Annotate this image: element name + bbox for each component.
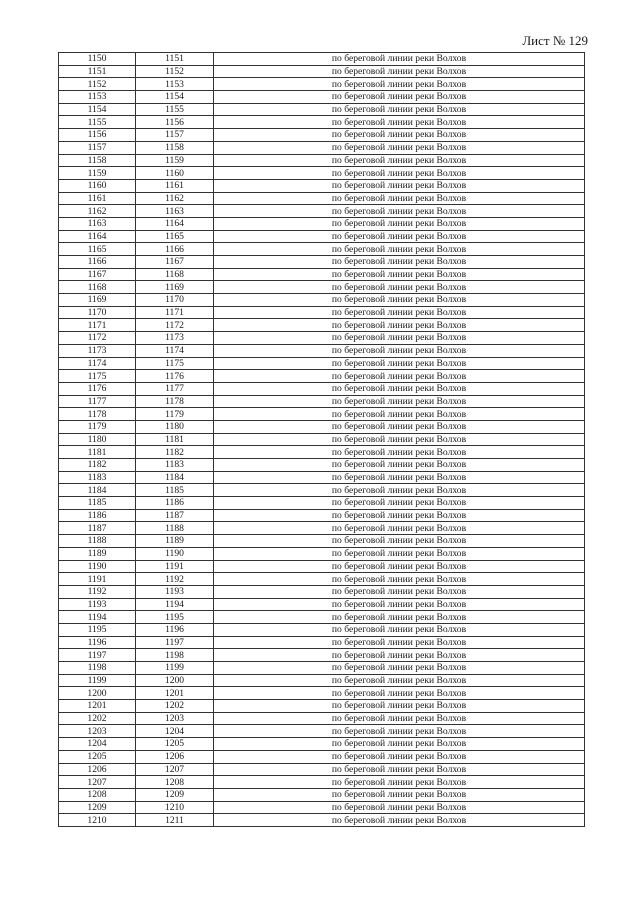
- description-cell: по береговой линии реки Волхов: [214, 573, 585, 586]
- table-row: [59, 256, 585, 269]
- from-point-cell: 1170: [59, 306, 136, 319]
- table-row: [59, 268, 585, 281]
- from-point-cell: 1167: [59, 268, 136, 281]
- sheet-number: Лист № 129: [522, 33, 588, 48]
- table-row: [59, 598, 585, 611]
- description-cell: по береговой линии реки Волхов: [214, 268, 585, 281]
- table-row: [59, 205, 585, 218]
- from-point-cell: 1152: [59, 78, 136, 91]
- from-point-cell: 1171: [59, 319, 136, 332]
- table-row: [59, 712, 585, 725]
- description-cell: по береговой линии реки Волхов: [214, 662, 585, 675]
- to-point-cell: 1198: [136, 649, 214, 662]
- to-point-cell: 1158: [136, 141, 214, 154]
- table-row: [59, 116, 585, 129]
- description-cell: по береговой линии реки Волхов: [214, 53, 585, 66]
- table-row: [59, 319, 585, 332]
- table-row: [59, 446, 585, 459]
- description-cell: по береговой линии реки Волхов: [214, 649, 585, 662]
- table-row: [59, 725, 585, 738]
- to-point-cell: 1178: [136, 395, 214, 408]
- description-cell: по береговой линии реки Волхов: [214, 446, 585, 459]
- from-point-cell: 1172: [59, 332, 136, 345]
- from-point-cell: 1178: [59, 408, 136, 421]
- description-cell: по береговой линии реки Волхов: [214, 129, 585, 142]
- from-point-cell: 1192: [59, 585, 136, 598]
- table-row: [59, 700, 585, 713]
- from-point-cell: 1209: [59, 801, 136, 814]
- from-point-cell: 1164: [59, 230, 136, 243]
- description-cell: по береговой линии реки Волхов: [214, 179, 585, 192]
- to-point-cell: 1168: [136, 268, 214, 281]
- table-row: [59, 649, 585, 662]
- table-row: [59, 408, 585, 421]
- to-point-cell: 1162: [136, 192, 214, 205]
- to-point-cell: 1154: [136, 91, 214, 104]
- from-point-cell: 1194: [59, 611, 136, 624]
- to-point-cell: 1166: [136, 243, 214, 256]
- description-cell: по береговой линии реки Волхов: [214, 547, 585, 560]
- to-point-cell: 1195: [136, 611, 214, 624]
- description-cell: по береговой линии реки Волхов: [214, 509, 585, 522]
- description-cell: по береговой линии реки Волхов: [214, 497, 585, 510]
- from-point-cell: 1173: [59, 344, 136, 357]
- description-cell: по береговой линии реки Волхов: [214, 674, 585, 687]
- description-cell: по береговой линии реки Волхов: [214, 750, 585, 763]
- to-point-cell: 1170: [136, 294, 214, 307]
- from-point-cell: 1163: [59, 217, 136, 230]
- from-point-cell: 1180: [59, 433, 136, 446]
- from-point-cell: 1168: [59, 281, 136, 294]
- from-point-cell: 1210: [59, 814, 136, 827]
- table-row: [59, 332, 585, 345]
- to-point-cell: 1204: [136, 725, 214, 738]
- table-row: [59, 141, 585, 154]
- table-row: [59, 750, 585, 763]
- from-point-cell: 1150: [59, 53, 136, 66]
- description-cell: по береговой линии реки Волхов: [214, 357, 585, 370]
- to-point-cell: 1169: [136, 281, 214, 294]
- from-point-cell: 1193: [59, 598, 136, 611]
- to-point-cell: 1180: [136, 420, 214, 433]
- description-cell: по береговой линии реки Волхов: [214, 281, 585, 294]
- to-point-cell: 1208: [136, 776, 214, 789]
- table-row: [59, 192, 585, 205]
- to-point-cell: 1201: [136, 687, 214, 700]
- boundary-points-table: [58, 52, 585, 827]
- to-point-cell: 1193: [136, 585, 214, 598]
- from-point-cell: 1198: [59, 662, 136, 675]
- table-row: [59, 611, 585, 624]
- table-row: [59, 420, 585, 433]
- from-point-cell: 1207: [59, 776, 136, 789]
- from-point-cell: 1189: [59, 547, 136, 560]
- table-row: [59, 585, 585, 598]
- to-point-cell: 1203: [136, 712, 214, 725]
- to-point-cell: 1187: [136, 509, 214, 522]
- from-point-cell: 1154: [59, 103, 136, 116]
- from-point-cell: 1187: [59, 522, 136, 535]
- from-point-cell: 1166: [59, 256, 136, 269]
- table-row: [59, 459, 585, 472]
- from-point-cell: 1185: [59, 497, 136, 510]
- from-point-cell: 1169: [59, 294, 136, 307]
- table-row: [59, 763, 585, 776]
- table-row: [59, 776, 585, 789]
- from-point-cell: 1162: [59, 205, 136, 218]
- to-point-cell: 1185: [136, 484, 214, 497]
- to-point-cell: 1210: [136, 801, 214, 814]
- to-point-cell: 1211: [136, 814, 214, 827]
- to-point-cell: 1167: [136, 256, 214, 269]
- to-point-cell: 1207: [136, 763, 214, 776]
- from-point-cell: 1184: [59, 484, 136, 497]
- description-cell: по береговой линии реки Волхов: [214, 154, 585, 167]
- description-cell: по береговой линии реки Волхов: [214, 763, 585, 776]
- table-row: [59, 547, 585, 560]
- from-point-cell: 1183: [59, 471, 136, 484]
- table-row: [59, 306, 585, 319]
- from-point-cell: 1196: [59, 636, 136, 649]
- description-cell: по береговой линии реки Волхов: [214, 712, 585, 725]
- description-cell: по береговой линии реки Волхов: [214, 344, 585, 357]
- description-cell: по береговой линии реки Волхов: [214, 433, 585, 446]
- table-row: [59, 522, 585, 535]
- table-row: [59, 357, 585, 370]
- description-cell: по береговой линии реки Волхов: [214, 319, 585, 332]
- description-cell: по береговой линии реки Волхов: [214, 382, 585, 395]
- to-point-cell: 1202: [136, 700, 214, 713]
- description-cell: по береговой линии реки Волхов: [214, 788, 585, 801]
- to-point-cell: 1196: [136, 623, 214, 636]
- to-point-cell: 1151: [136, 53, 214, 66]
- description-cell: по береговой линии реки Волхов: [214, 776, 585, 789]
- to-point-cell: 1194: [136, 598, 214, 611]
- description-cell: по береговой линии реки Волхов: [214, 636, 585, 649]
- to-point-cell: 1188: [136, 522, 214, 535]
- to-point-cell: 1153: [136, 78, 214, 91]
- to-point-cell: 1159: [136, 154, 214, 167]
- table-row: [59, 433, 585, 446]
- table-row: [59, 78, 585, 91]
- from-point-cell: 1186: [59, 509, 136, 522]
- description-cell: по береговой линии реки Волхов: [214, 306, 585, 319]
- description-cell: по береговой линии реки Волхов: [214, 420, 585, 433]
- table-row: [59, 243, 585, 256]
- description-cell: по береговой линии реки Волхов: [214, 585, 585, 598]
- to-point-cell: 1184: [136, 471, 214, 484]
- to-point-cell: 1206: [136, 750, 214, 763]
- to-point-cell: 1165: [136, 230, 214, 243]
- table-row: [59, 636, 585, 649]
- table-row: [59, 687, 585, 700]
- description-cell: по береговой линии реки Волхов: [214, 738, 585, 751]
- description-cell: по береговой линии реки Волхов: [214, 205, 585, 218]
- table-row: [59, 294, 585, 307]
- from-point-cell: 1151: [59, 65, 136, 78]
- to-point-cell: 1174: [136, 344, 214, 357]
- table-row: [59, 370, 585, 383]
- description-cell: по береговой линии реки Волхов: [214, 687, 585, 700]
- to-point-cell: 1152: [136, 65, 214, 78]
- table-row: [59, 471, 585, 484]
- description-cell: по береговой линии реки Волхов: [214, 484, 585, 497]
- to-point-cell: 1186: [136, 497, 214, 510]
- table-row: [59, 509, 585, 522]
- from-point-cell: 1175: [59, 370, 136, 383]
- from-point-cell: 1181: [59, 446, 136, 459]
- to-point-cell: 1156: [136, 116, 214, 129]
- table-row: [59, 395, 585, 408]
- description-cell: по береговой линии реки Волхов: [214, 611, 585, 624]
- table-body: [59, 53, 585, 827]
- description-cell: по береговой линии реки Волхов: [214, 560, 585, 573]
- description-cell: по береговой линии реки Волхов: [214, 370, 585, 383]
- to-point-cell: 1182: [136, 446, 214, 459]
- to-point-cell: 1189: [136, 535, 214, 548]
- table-row: [59, 738, 585, 751]
- to-point-cell: 1155: [136, 103, 214, 116]
- from-point-cell: 1203: [59, 725, 136, 738]
- to-point-cell: 1163: [136, 205, 214, 218]
- table-row: [59, 788, 585, 801]
- table-row: [59, 103, 585, 116]
- description-cell: по береговой линии реки Волхов: [214, 814, 585, 827]
- from-point-cell: 1153: [59, 91, 136, 104]
- description-cell: по береговой линии реки Волхов: [214, 103, 585, 116]
- description-cell: по береговой линии реки Волхов: [214, 623, 585, 636]
- table-row: [59, 281, 585, 294]
- table-row: [59, 560, 585, 573]
- from-point-cell: 1206: [59, 763, 136, 776]
- description-cell: по береговой линии реки Волхов: [214, 459, 585, 472]
- to-point-cell: 1177: [136, 382, 214, 395]
- table-row: [59, 484, 585, 497]
- to-point-cell: 1197: [136, 636, 214, 649]
- to-point-cell: 1164: [136, 217, 214, 230]
- from-point-cell: 1201: [59, 700, 136, 713]
- table-row: [59, 91, 585, 104]
- from-point-cell: 1205: [59, 750, 136, 763]
- from-point-cell: 1158: [59, 154, 136, 167]
- description-cell: по береговой линии реки Волхов: [214, 91, 585, 104]
- description-cell: по береговой линии реки Волхов: [214, 116, 585, 129]
- description-cell: по береговой линии реки Волхов: [214, 65, 585, 78]
- description-cell: по береговой линии реки Волхов: [214, 167, 585, 180]
- table-row: [59, 344, 585, 357]
- to-point-cell: 1191: [136, 560, 214, 573]
- table-row: [59, 179, 585, 192]
- description-cell: по береговой линии реки Волхов: [214, 294, 585, 307]
- to-point-cell: 1175: [136, 357, 214, 370]
- table-row: [59, 573, 585, 586]
- from-point-cell: 1208: [59, 788, 136, 801]
- table-row: [59, 53, 585, 66]
- to-point-cell: 1205: [136, 738, 214, 751]
- from-point-cell: 1174: [59, 357, 136, 370]
- from-point-cell: 1157: [59, 141, 136, 154]
- from-point-cell: 1200: [59, 687, 136, 700]
- to-point-cell: 1161: [136, 179, 214, 192]
- to-point-cell: 1181: [136, 433, 214, 446]
- from-point-cell: 1160: [59, 179, 136, 192]
- from-point-cell: 1161: [59, 192, 136, 205]
- to-point-cell: 1172: [136, 319, 214, 332]
- from-point-cell: 1176: [59, 382, 136, 395]
- to-point-cell: 1171: [136, 306, 214, 319]
- to-point-cell: 1176: [136, 370, 214, 383]
- table-row: [59, 535, 585, 548]
- description-cell: по береговой линии реки Волхов: [214, 256, 585, 269]
- table-row: [59, 674, 585, 687]
- table-row: [59, 230, 585, 243]
- to-point-cell: 1173: [136, 332, 214, 345]
- table-row: [59, 814, 585, 827]
- description-cell: по береговой линии реки Волхов: [214, 243, 585, 256]
- from-point-cell: 1204: [59, 738, 136, 751]
- from-point-cell: 1190: [59, 560, 136, 573]
- description-cell: по береговой линии реки Волхов: [214, 725, 585, 738]
- to-point-cell: 1192: [136, 573, 214, 586]
- description-cell: по береговой линии реки Волхов: [214, 217, 585, 230]
- description-cell: по береговой линии реки Волхов: [214, 332, 585, 345]
- description-cell: по береговой линии реки Волхов: [214, 141, 585, 154]
- from-point-cell: 1182: [59, 459, 136, 472]
- table-row: [59, 801, 585, 814]
- from-point-cell: 1165: [59, 243, 136, 256]
- description-cell: по береговой линии реки Волхов: [214, 78, 585, 91]
- description-cell: по береговой линии реки Волхов: [214, 395, 585, 408]
- description-cell: по береговой линии реки Волхов: [214, 598, 585, 611]
- to-point-cell: 1179: [136, 408, 214, 421]
- table-row: [59, 623, 585, 636]
- table-row: [59, 154, 585, 167]
- description-cell: по береговой линии реки Волхов: [214, 535, 585, 548]
- table-row: [59, 129, 585, 142]
- description-cell: по береговой линии реки Волхов: [214, 230, 585, 243]
- to-point-cell: 1200: [136, 674, 214, 687]
- from-point-cell: 1197: [59, 649, 136, 662]
- description-cell: по береговой линии реки Волхов: [214, 192, 585, 205]
- table-row: [59, 662, 585, 675]
- from-point-cell: 1191: [59, 573, 136, 586]
- description-cell: по береговой линии реки Волхов: [214, 801, 585, 814]
- to-point-cell: 1199: [136, 662, 214, 675]
- from-point-cell: 1199: [59, 674, 136, 687]
- table-row: [59, 382, 585, 395]
- description-cell: по береговой линии реки Волхов: [214, 408, 585, 421]
- table-row: [59, 497, 585, 510]
- to-point-cell: 1190: [136, 547, 214, 560]
- description-cell: по береговой линии реки Волхов: [214, 471, 585, 484]
- table-row: [59, 167, 585, 180]
- from-point-cell: 1195: [59, 623, 136, 636]
- from-point-cell: 1156: [59, 129, 136, 142]
- from-point-cell: 1177: [59, 395, 136, 408]
- description-cell: по береговой линии реки Волхов: [214, 522, 585, 535]
- to-point-cell: 1183: [136, 459, 214, 472]
- from-point-cell: 1188: [59, 535, 136, 548]
- table-row: [59, 65, 585, 78]
- from-point-cell: 1202: [59, 712, 136, 725]
- from-point-cell: 1179: [59, 420, 136, 433]
- to-point-cell: 1160: [136, 167, 214, 180]
- from-point-cell: 1159: [59, 167, 136, 180]
- to-point-cell: 1157: [136, 129, 214, 142]
- description-cell: по береговой линии реки Волхов: [214, 700, 585, 713]
- to-point-cell: 1209: [136, 788, 214, 801]
- from-point-cell: 1155: [59, 116, 136, 129]
- table-row: [59, 217, 585, 230]
